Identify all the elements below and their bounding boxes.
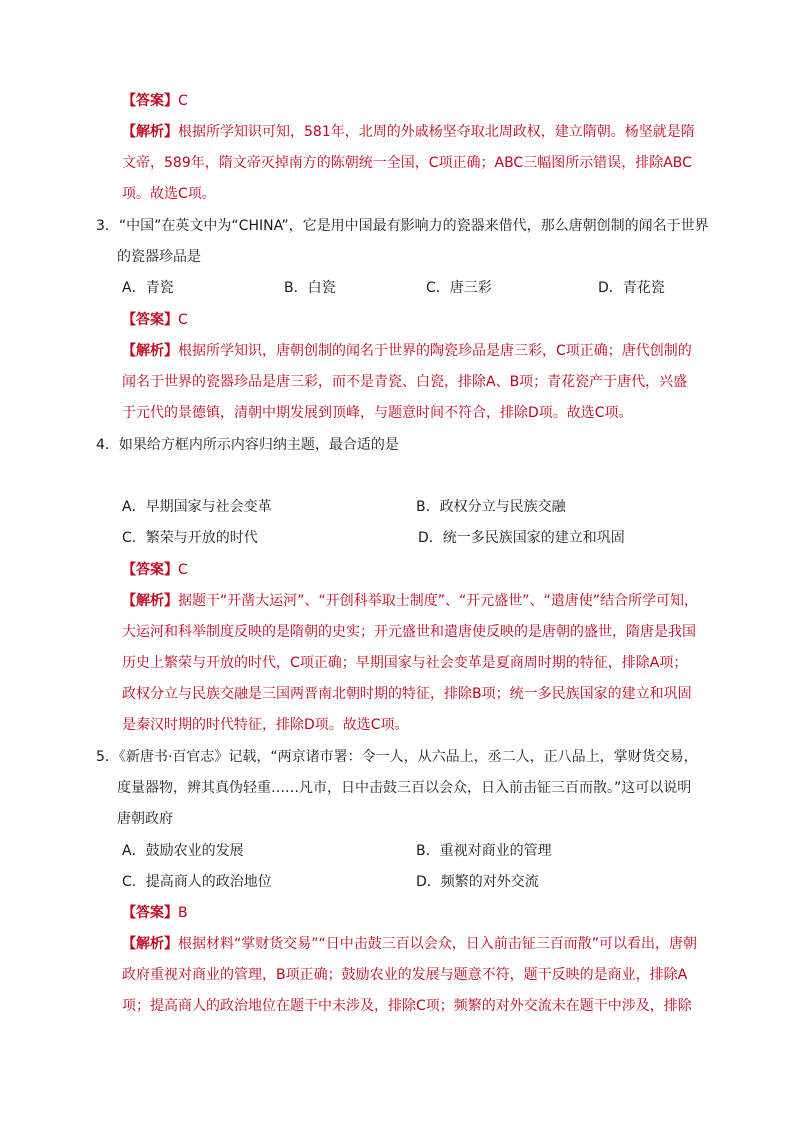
explanation-label: 【解析】 bbox=[122, 593, 178, 609]
option-d[interactable]: D．青花瓷 bbox=[598, 280, 665, 296]
explanation-label: 【解析】 bbox=[122, 124, 178, 140]
question-number: 5． bbox=[96, 749, 119, 765]
answer-row bbox=[122, 310, 188, 330]
answer-row bbox=[122, 560, 188, 580]
option-c[interactable]: C．繁荣与开放的时代 bbox=[122, 530, 258, 546]
explanation-line: 【解析】根据所学知识，唐朝创制的闻名于世界的陶瓷珍品是唐三彩，C项正确；唐代创制的 bbox=[122, 343, 692, 359]
explanation-line: 历史上繁荣与开放的时代，C项正确；早期国家与社会变革是夏商周时期的特征，排除A项； bbox=[122, 655, 688, 671]
question-5-stem: 5．《新唐书·百官志》记载，“两京诸市署：令一人，从六品上，丞二人，正八品上，掌财货交易， bbox=[96, 749, 698, 765]
answer-value: C bbox=[178, 93, 188, 109]
explanation-line: 大运河和科举制度反映的是隋朝的史实；开元盛世和遣唐使反映的是唐朝的盛世，隋唐是我国 bbox=[122, 624, 696, 640]
explanation-line: 【解析】根据所学知识可知，581年，北周的外戚杨坚夺取北周政权，建立隋朝。杨坚就是隋 bbox=[122, 124, 695, 140]
option-b[interactable]: B．政权分立与民族交融 bbox=[416, 499, 566, 515]
question-5-stem-cont: 度量器物，辨其真伪轻重……凡市，日中击鼓三百以会众，日入前击钲三百而散。”这可以说明 bbox=[117, 780, 692, 796]
answer-label: 【答案】 bbox=[122, 93, 178, 109]
question-number: 4． bbox=[96, 437, 119, 453]
explanation-line: 闻名于世界的瓷器珍品是唐三彩，而不是青瓷、白瓷，排除A、B项；青花瓷产于唐代，兴盛 bbox=[122, 374, 688, 390]
option-d[interactable]: D．频繁的对外交流 bbox=[416, 874, 539, 890]
explanation-line: 【解析】根据材料“掌财货交易”“日中击鼓三百以会众，日入前击钲三百而散”可以看出，唐朝 bbox=[122, 936, 698, 952]
explanation-line: 政府重视对商业的管理，B项正确；鼓励农业的发展与题意不符，题干反映的是商业，排除A bbox=[122, 967, 688, 983]
option-c[interactable]: C．唐三彩 bbox=[426, 280, 492, 296]
question-3-stem-cont: 的瓷器珍品是 bbox=[117, 249, 201, 265]
answer-label: 【答案】 bbox=[122, 312, 178, 328]
explanation-line: 于元代的景德镇，清朝中期发展到顶峰，与题意时间不符合，排除D项。故选C项。 bbox=[122, 405, 633, 421]
answer-row bbox=[122, 903, 188, 923]
option-b[interactable]: B．白瓷 bbox=[284, 280, 336, 296]
question-number: 3． bbox=[96, 218, 119, 234]
answer-value: C bbox=[178, 562, 188, 578]
option-a[interactable]: A．青瓷 bbox=[122, 280, 174, 296]
explanation-line: 【解析】据题干“开凿大运河”、“开创科举取士制度”、“开元盛世”、“遣唐使”结合所学可知， bbox=[122, 593, 699, 609]
answer-label: 【答案】 bbox=[122, 905, 178, 921]
explanation-line: 项。故选C项。 bbox=[122, 186, 216, 202]
answer-row bbox=[122, 91, 188, 111]
answer-label: 【答案】 bbox=[122, 562, 178, 578]
option-a[interactable]: A．鼓励农业的发展 bbox=[122, 843, 244, 859]
question-4-stem: 4．如果给方框内所示内容归纳主题，最合适的是 bbox=[96, 437, 399, 453]
explanation-line: 项；提高商人的政治地位在题干中未涉及，排除C项；频繁的对外交流未在题干中涉及，排除 bbox=[122, 998, 692, 1014]
explanation-line: 文帝，589年，隋文帝灭掉南方的陈朝统一全国，C项正确；ABC三幅图所示错误，排除ABC bbox=[122, 155, 692, 171]
explanation-label: 【解析】 bbox=[122, 936, 178, 952]
option-d[interactable]: D．统一多民族国家的建立和巩固 bbox=[418, 530, 625, 546]
explanation-line: 政权分立与民族交融是三国两晋南北朝时期的特征，排除B项；统一多民族国家的建立和巩固 bbox=[122, 686, 692, 702]
option-b[interactable]: B．重视对商业的管理 bbox=[416, 843, 552, 859]
explanation-label: 【解析】 bbox=[122, 343, 178, 359]
option-c[interactable]: C．提高商人的政治地位 bbox=[122, 874, 272, 890]
explanation-line: 是秦汉时期的时代特征，排除D项。故选C项。 bbox=[122, 717, 409, 733]
question-5-stem-cont: 唐朝政府 bbox=[117, 811, 173, 827]
answer-value: C bbox=[178, 312, 188, 328]
question-3-stem: 3．“中国”在英文中为“CHINA”，它是用中国最有影响力的瓷器来借代，那么唐朝创制的闻名于世界 bbox=[96, 218, 709, 234]
option-a[interactable]: A．早期国家与社会变革 bbox=[122, 499, 272, 515]
answer-value: B bbox=[178, 905, 188, 921]
